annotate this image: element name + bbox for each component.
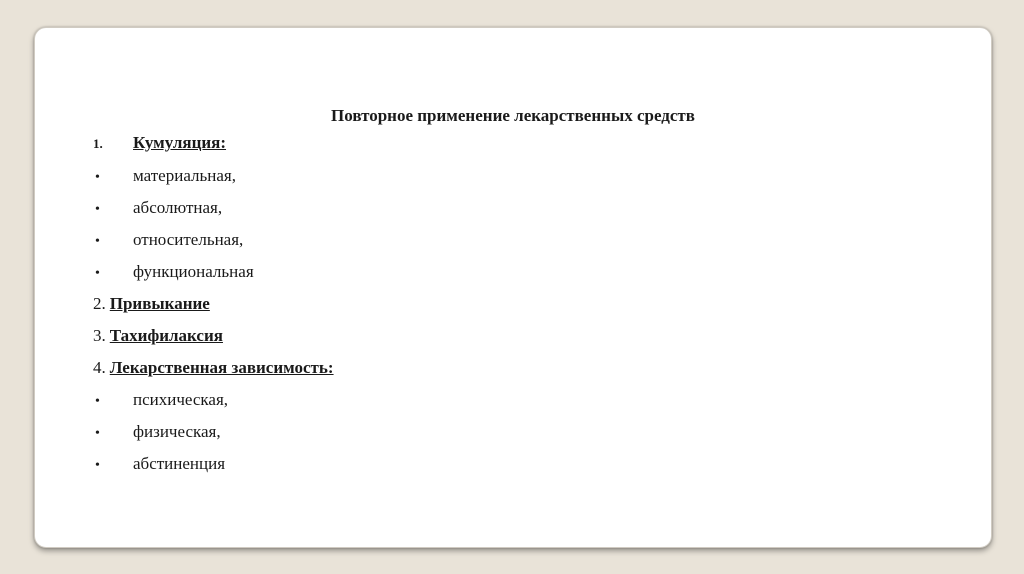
list-item-tachyphylaxis [93, 326, 223, 346]
list-heading: Привыкание [109, 294, 210, 313]
list-item-text: функциональная [133, 262, 254, 281]
bullet-icon: • [95, 426, 100, 441]
list-item-text: абстиненция [133, 454, 226, 473]
list-number: 4. [93, 358, 106, 377]
list-item [93, 454, 225, 476]
list-item-habituation [93, 294, 210, 314]
list-item [93, 230, 243, 252]
bullet-icon: • [95, 394, 100, 409]
list-item-text: абсолютная, [133, 198, 223, 217]
list-item [93, 166, 236, 188]
list-item [93, 422, 221, 444]
bullet-icon: • [95, 170, 100, 185]
bullet-icon: • [95, 266, 100, 281]
list-item-text: психическая, [133, 390, 229, 409]
list-item [93, 198, 222, 220]
list-item [93, 262, 254, 284]
list-heading: Кумуляция: [133, 133, 227, 152]
bullet-icon: • [95, 202, 100, 217]
list-item-text: физическая, [133, 422, 221, 441]
list-item-text: относительная, [133, 230, 244, 249]
bullet-icon: • [95, 458, 100, 473]
list-number: 2. [93, 294, 106, 313]
list-item [93, 390, 228, 412]
slide [34, 27, 992, 548]
list-number: 3. [93, 326, 106, 345]
list-heading: Лекарственная зависимость: [109, 358, 334, 377]
list-item-text: материальная, [133, 166, 236, 185]
list-item-drug-dependence [93, 358, 334, 378]
list-number: 1. [93, 136, 103, 151]
slide-title: Повторное применение лекарственных средств [331, 106, 695, 125]
list-item-cumulation [93, 133, 226, 154]
bullet-icon: • [95, 234, 100, 249]
list-heading: Тахифилаксия [109, 326, 223, 345]
